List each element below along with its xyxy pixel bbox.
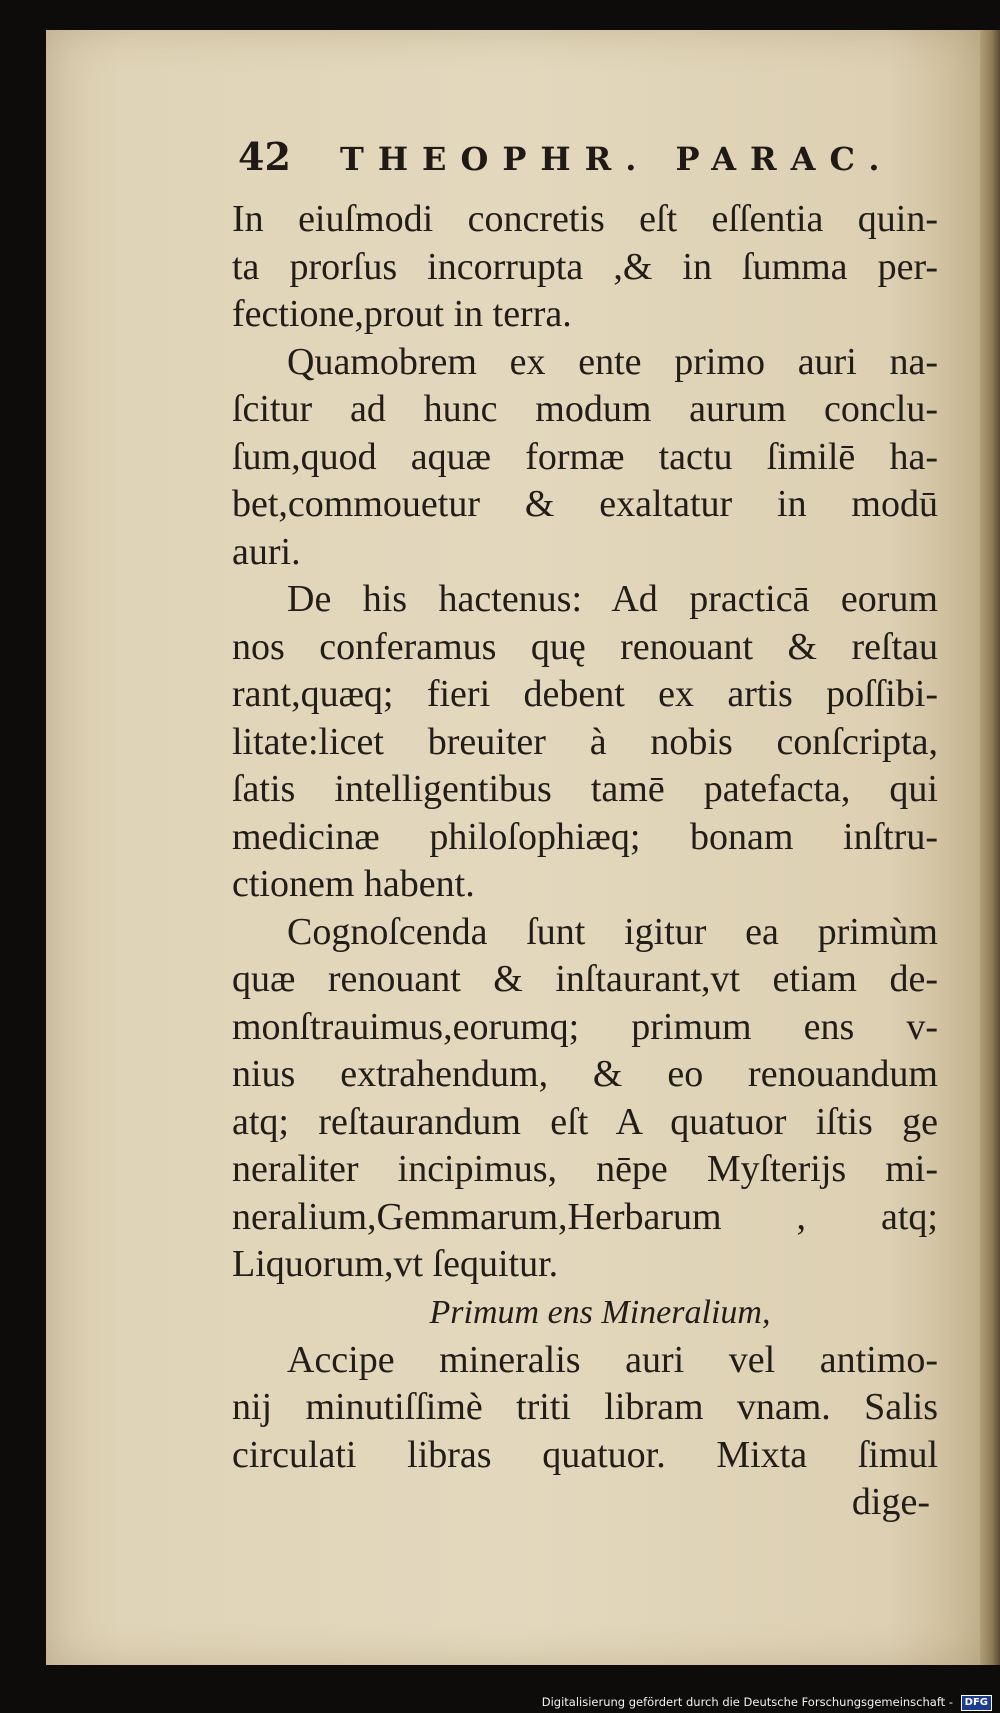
text-line: fectione,prout in terra. [232, 293, 572, 335]
page-number: 42 [238, 134, 291, 179]
text-line: ſcitur ad hunc modum aurum conclu- [232, 388, 938, 430]
text-line: atq; reſtaurandum eſt A quatuor iſtis ge [232, 1100, 938, 1143]
page-header [190, 134, 910, 190]
text-line: monſtrauimus,eorumq; primum ens v- [232, 1005, 938, 1048]
section-heading: Primum ens Mineralium, [429, 1293, 771, 1331]
text-line: rant,quæq; fieri debent ex artis poſſibi- [232, 673, 938, 715]
running-title: THEOPHR. PARAC. [340, 140, 894, 178]
text-line: Cognoſcenda ſunt igitur ea primùm [287, 910, 938, 953]
text-line: neralium,Gemmarum,Herbarum , atq; [232, 1195, 938, 1238]
text-line: ta prorſus incorrupta ,& in ſumma per- [232, 245, 938, 288]
text-line: medicinæ philoſophiæq; bonam inſtru- [232, 815, 938, 858]
text-line: ſum,quod aquæ formæ tactu ſimilē ha- [232, 435, 938, 478]
text-line: Accipe mineralis auri vel antimo- [287, 1338, 938, 1381]
text-line: bet,commouetur & exaltatur in modū [232, 483, 938, 525]
page-text [232, 196, 938, 1527]
text-line: Liquorum,vt ſequitur. [232, 1243, 559, 1285]
text-line: neraliter incipimus, nēpe Myſterijs mi- [232, 1148, 938, 1190]
text-line: nos conferamus quę renouant & reſtau [232, 625, 938, 668]
text-line: In eiuſmodi concretis eſt eſſentia quin- [232, 198, 938, 240]
page-edge [980, 30, 1000, 1665]
digitization-credit [0, 1692, 1000, 1713]
text-line: auri. [232, 530, 301, 573]
text-line: circulati libras quatuor. Mixta ſimul [232, 1433, 938, 1476]
text-line: Quamobrem ex ente primo auri na- [287, 340, 938, 383]
dfg-logo: DFG [961, 1695, 992, 1711]
text-line: quæ renouant & inſtaurant,vt etiam de- [232, 958, 938, 1000]
text-line: litate:licet breuiter à nobis conſcripta, [232, 720, 938, 763]
text-line: ſatis intelligentibus tamē patefacta, qui [232, 768, 938, 810]
catchword: dige- [851, 1481, 930, 1523]
text-line: nij minutiſſimè triti libram vnam. Salis [232, 1386, 938, 1428]
text-line: nius extrahendum, & eo renouandum [232, 1053, 938, 1095]
text-line: De his hactenus: Ad practicā eorum [287, 578, 938, 620]
text-line: ctionem habent. [232, 863, 475, 905]
credit-text: Digitalisierung gefördert durch die Deutsche Forschungsgemeinschaft - [541, 1695, 953, 1709]
